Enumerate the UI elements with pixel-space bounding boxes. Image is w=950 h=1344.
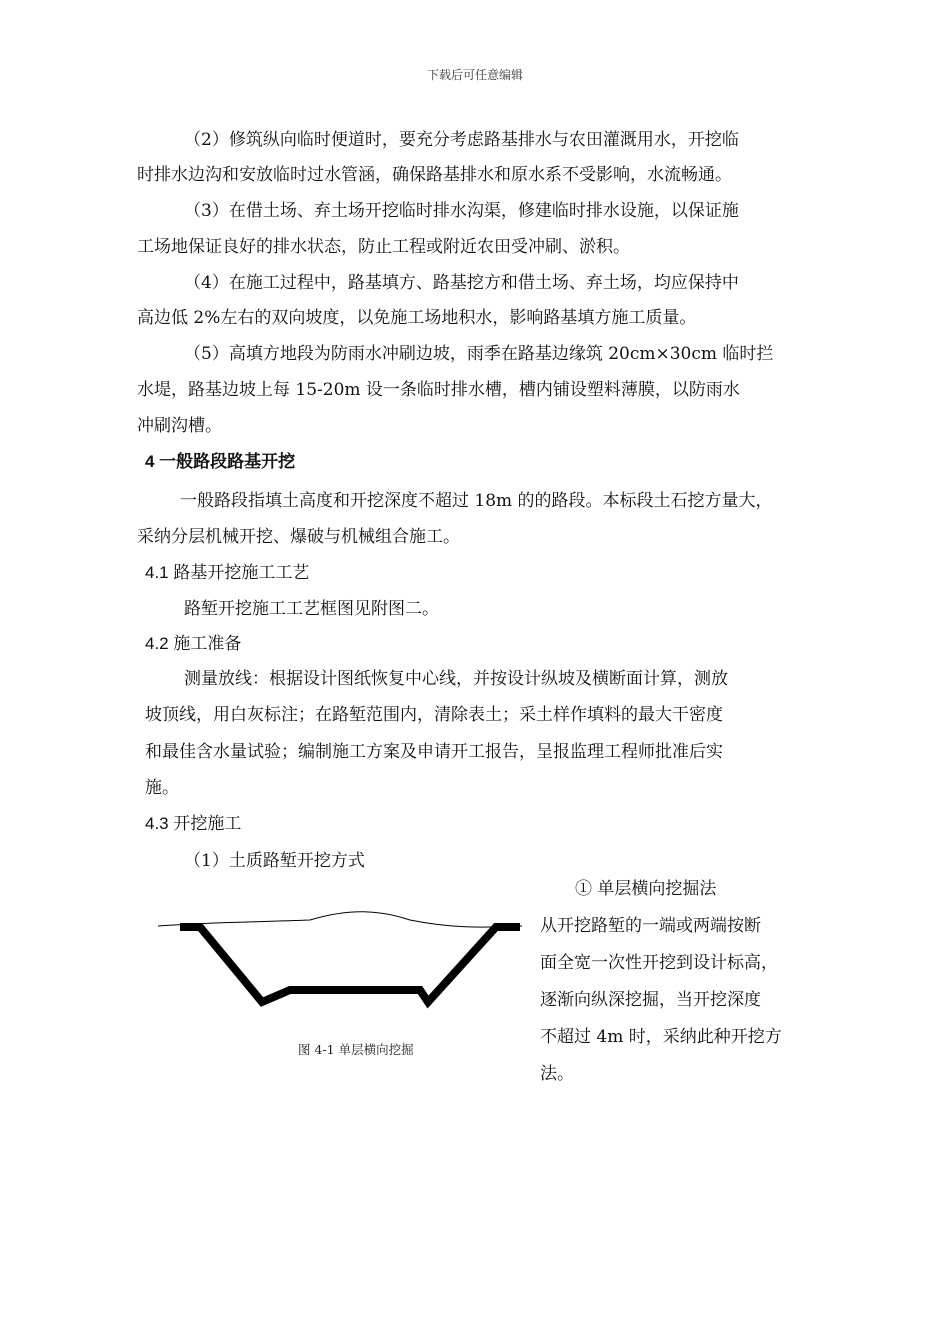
paragraph-line: 路堑开挖施工工艺框图见附图二。 bbox=[184, 599, 439, 619]
paragraph-line: 坡顶线，用白灰标注；在路堑范围内，清除表土；采土样作填料的最大干密度 bbox=[145, 705, 723, 725]
paragraph-line: 从开挖路堑的一端或两端按断 bbox=[540, 916, 761, 936]
paragraph-line: 一般路段指填土高度和开挖深度不超过 18m 的的路段。本标段土石挖方量大， bbox=[180, 491, 773, 511]
paragraph-line: 法。 bbox=[540, 1064, 574, 1084]
paragraph-line: 和最佳含水量试验；编制施工方案及申请开工报告，呈报监理工程师批准后实 bbox=[145, 742, 723, 762]
paragraph-line: 时排水边沟和安放临时过水管涵，确保路基排水和原水系不受影响，水流畅通。 bbox=[137, 165, 732, 185]
paragraph-line: 测量放线：根据设计图纸恢复中心线，并按设计纵坡及横断面计算，测放 bbox=[184, 669, 728, 689]
subsection-heading: 4.3 开挖施工 bbox=[145, 814, 242, 833]
paragraph-line: 逐渐向纵深挖掘，当开挖深度 bbox=[540, 990, 761, 1010]
paragraph-line: （1）土质路堑开挖方式 bbox=[184, 851, 365, 871]
subsection-heading: 4.1 路基开挖施工工艺 bbox=[145, 563, 310, 582]
paragraph-line: 采纳分层机械开挖、爆破与机械组合施工。 bbox=[137, 527, 460, 547]
subsection-heading: 4.2 施工准备 bbox=[145, 634, 242, 653]
paragraph-line: 冲刷沟槽。 bbox=[137, 416, 222, 436]
excavation-cross-section-diagram bbox=[150, 900, 530, 1030]
paragraph-line: （5）高填方地段为防雨水冲刷边坡，雨季在路基边缘筑 20cm×30cm 临时拦 bbox=[184, 344, 774, 364]
ground-surface-line bbox=[158, 912, 522, 927]
paragraph-line: （2）修筑纵向临时便道时，要充分考虑路基排水与农田灌溉用水，开挖临 bbox=[184, 130, 739, 150]
paragraph-line: 不超过 4m 时，采纳此种开挖方 bbox=[540, 1027, 782, 1047]
paragraph-line: 水堤，路基边坡上每 15-20m 设一条临时排水槽，槽内铺设塑料薄膜，以防雨水 bbox=[137, 380, 740, 400]
paragraph-line: 工场地保证良好的排水状态，防止工程或附近农田受冲刷、淤积。 bbox=[137, 237, 630, 257]
method-title: ① 单层横向挖掘法 bbox=[575, 879, 717, 899]
paragraph-line: （3）在借土场、弃土场开挖临时排水沟渠，修建临时排水设施，以保证施 bbox=[184, 201, 739, 221]
figure-caption: 图 4-1 单层横向挖掘 bbox=[298, 1042, 414, 1057]
section-heading: 4 一般路段路基开挖 bbox=[145, 452, 296, 471]
page-header: 下载后可任意编辑 bbox=[426, 68, 523, 82]
paragraph-line: （4）在施工过程中，路基填方、路基挖方和借土场、弃土场，均应保持中 bbox=[184, 273, 739, 293]
paragraph-line: 面全宽一次性开挖到设计标高， bbox=[540, 953, 778, 973]
paragraph-line: 高边低 2%左右的双向坡度，以免施工场地积水，影响路基填方施工质量。 bbox=[137, 308, 697, 328]
paragraph-line: 施。 bbox=[145, 778, 179, 798]
cut-profile bbox=[180, 927, 520, 1002]
